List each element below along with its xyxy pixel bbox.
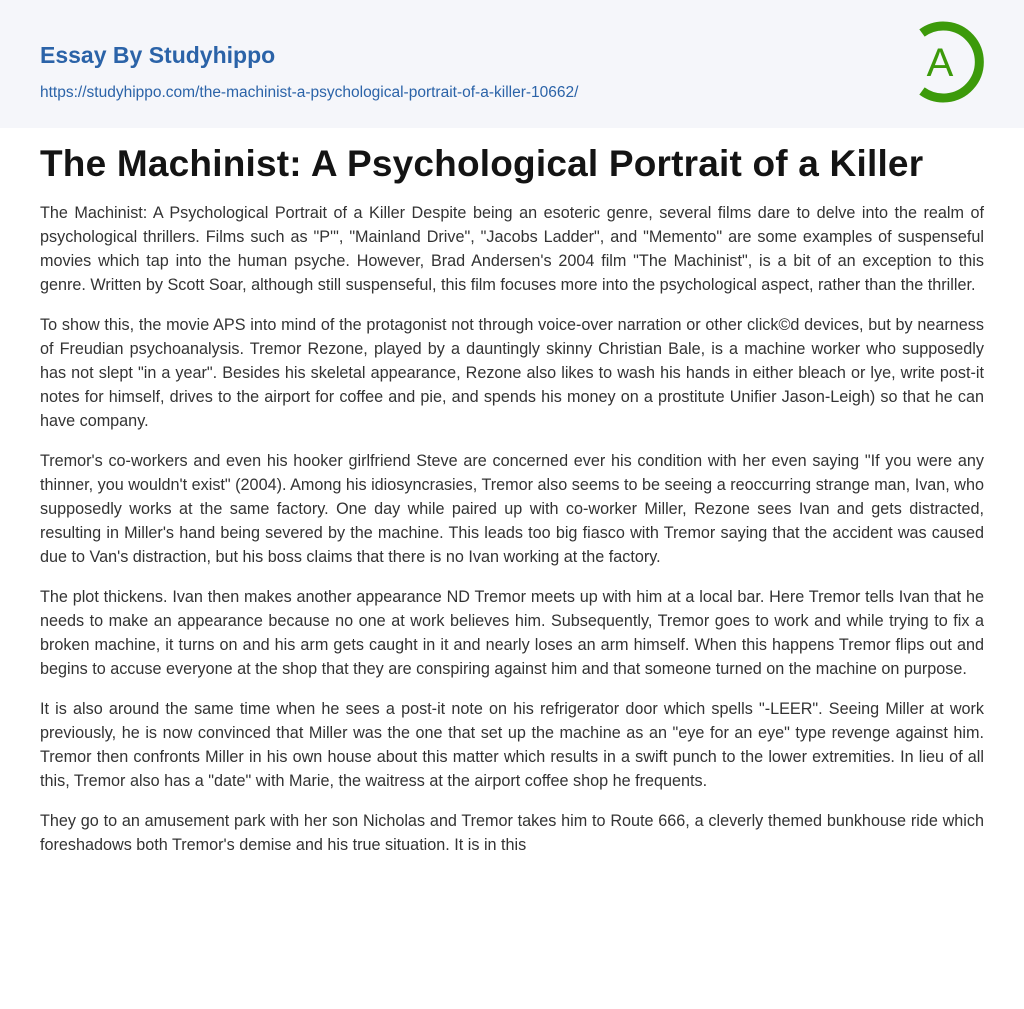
essay-paragraph: It is also around the same time when he sees a post-it note on his refrigerator door which spells "-LEER". Seeing Miller at work previously, he is now convinced that Miller was the one that set up the machine as an "eye for an eye" type revenge against him. Tremor then confronts Miller in his own house about this matter which results in a swift punch to the lower extremities. In lieu of all this, Tremor also has a "date" with Marie, the waitress at the airport coffee shop he frequents. <box>40 700 984 790</box>
essay-paragraph: They go to an amusement park with her son Nicholas and Tremor takes him to Route 666, a cleverly themed bunkhouse ride which foreshadows both Tremor's demise and his true situation. It is in this <box>40 812 984 854</box>
studyhippo-logo-icon[interactable] <box>912 19 986 105</box>
page-title: The Machinist: A Psychological Portrait of a Killer <box>40 143 924 184</box>
site-header <box>0 0 1024 128</box>
essay-paragraph: To show this, the movie APS into mind of the protagonist not through voice-over narration or other click©d devices, but by nearness of Freudian psychoanalysis. Tremor Rezone, played by a dauntingly skinny Christian Bale, is a machine worker who supposedly has not slept "in a year". Besides his skeletal appearance, Rezone also likes to wash his hands in either bleach or lye, write post-it notes for himself, drives to the airport for coffee and pie, and spends his money on a prostitute Unifier Jason-Leigh) so that he can have company. <box>40 316 984 430</box>
essay-paragraph: Tremor's co-workers and even his hooker girlfriend Steve are concerned ever his condition with her even saying "If you were any thinner, you wouldn't exist" (2004). Among his idiosyncrasies, Tremor also seems to be seeing a reoccurring strange man, Ivan, who supposedly works at the same factory. One day while paired up with co-worker Miller, Rezone sees Ivan and gets distracted, resulting in Miller's hand being severed by the machine. This leads too big fiasco with Tremor saying that the accident was caused due to Van's distraction, but his boss claims that there is no Ivan working at the factory. <box>40 452 984 566</box>
essay-url-link[interactable]: https://studyhippo.com/the-machinist-a-psychological-portrait-of-a-killer-10662/ <box>40 84 579 101</box>
logo-letter: A <box>926 41 954 85</box>
brand-title: Essay By Studyhippo <box>40 42 276 68</box>
essay-paragraph: The plot thickens. Ivan then makes another appearance ND Tremor meets up with him at a local bar. Here Tremor tells Ivan that he needs to make an appearance because no one at work believes him. Subsequently, Tremor goes to work and while trying to fix a broken machine, it turns on and his arm gets caught in it and nearly loses an arm himself. When this happens Tremor flips out and begins to accuse everyone at the shop that they are conspiring against him and that someone turned on the machine on purpose. <box>40 588 984 678</box>
essay-paragraph: The Machinist: A Psychological Portrait of a Killer Despite being an esoteric genre, several films dare to delve into the realm of psychological thrillers. Films such as "P'", "Mainland Drive", "Jacobs Ladder", and "Memento" are some examples of suspenseful movies which tap into the human psyche. However, Brad Andersen's 2004 film "The Machinist", is a bit of an exception to this genre. Written by Scott Soar, although still suspenseful, this film focuses more into the psychological aspect, rather than the thriller. <box>40 204 984 294</box>
essay-body <box>40 201 984 873</box>
